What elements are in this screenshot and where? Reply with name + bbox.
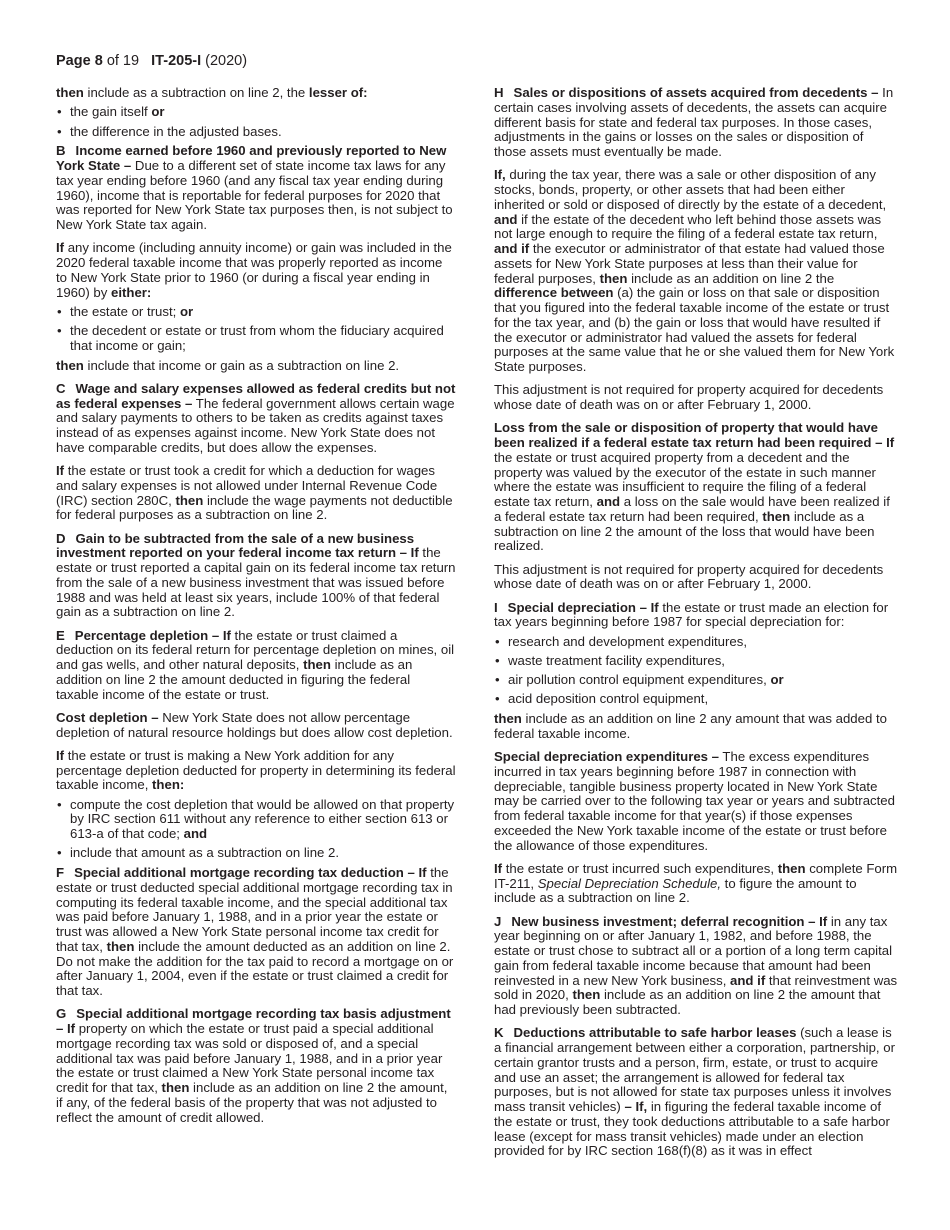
page-header — [56, 53, 247, 69]
section-i-list — [494, 635, 898, 708]
page-total: of 19 — [106, 53, 140, 69]
cost-depletion: Cost depletion – New York State does not allow percentage depletion of natural resource holdings but does allow cost depletion. — [56, 709, 453, 740]
list-item: • compute the cost depletion that would be allowed on that property by IRC section 611 without any reference to either section 613 or 613-a of that code; and — [56, 798, 456, 842]
left-column — [56, 86, 456, 1134]
special-depreciation-expenditures: Special depreciation expenditures – The excess expenditures incurred in tax years beginning before 1987 in connection with depreciable, tangible business property located in New York State may be carried over to the following tax year or years and subtracted from federal taxable income for that year(s) if those expenses exceeded the New York taxable income of the estate or trust before the allowance of those expenditures. — [494, 749, 895, 853]
section-g: G Special additional mortgage recording tax basis adjustment – If property on which the estate or trust paid a special additional mortgage recording tax was sold or disposed of, and a special additional tax was paid before January 1, 1988, and in a prior year the estate or trust claimed a New York State personal income tax credit for that tax, then include as an addition on line 2 the amount, if any, of the federal basis of the property that was not adjusted to reflect the amount of credit allowed. — [56, 1006, 451, 1125]
section-i-then: then include as an addition on line 2 any amount that was added to federal taxable income. — [494, 711, 887, 741]
section-c-paragraph: If the estate or trust took a credit for which a deduction for wages and salary expenses is not allowed under Internal Revenue Code (IRC) section 280C, then include the wage payments not deductible for federal purposes as a subtraction on line 2. — [56, 463, 453, 523]
section-h-paragraph: If, during the tax year, there was a sale or other disposition of any stocks, bonds, property, or other assets that had been either inherited or sold or disposed of directly by the estate of a decedent, and if the estate of the decedent who left behind those assets was not large enough to require the filing of a federal estate tax return, and if the executor or administrator of that estate had valued those assets for New York State purposes at less than their value for federal purposes, then include as an addition on line 2 the difference between (a) the gain or loss on that sale or disposition that you figured into the federal taxable income of the estate or trust for the tax year, and (b) the gain or loss that would have resulted if the executor or administrator had valued the assets for federal purposes at the same value that he or she valued them for New York State purposes. — [494, 167, 895, 374]
page-number: 8 — [94, 53, 103, 69]
list-item: • the gain itself or — [56, 105, 456, 120]
continuation-paragraph: then include as a subtraction on line 2, the lesser of: — [56, 85, 368, 100]
list-item: • the difference in the adjusted bases. — [56, 125, 456, 140]
section-k: K Deductions attributable to safe harbor leases (such a lease is a financial arrangement between either a corporation, partnership, or certain grantor trusts and a person, firm, estate, or trust to acquire and use an asset; the arrangement is allowed for federal tax purposes, but is not allowed for state tax purposes unless it involves mass transit vehicles) – If, in figuring the federal taxable income of the estate or trust, they took deductions attributable to a safe harbor lease (except for mass transit vehicles) made under an election provided for by IRC section 168(f)(8) as it was in effect — [494, 1025, 895, 1159]
cost-depletion-paragraph: If the estate or trust is making a New York addition for any percentage depletion deducted for property in determining its federal taxable income, then: — [56, 747, 456, 793]
cost-depletion-list — [56, 798, 456, 862]
form-year: (2020) — [205, 53, 248, 69]
section-e: E Percentage depletion – If the estate or trust claimed a deduction on its federal return for percentage depletion on mines, oil and gas wells, and other natural deposits, then include as an addition on line 2 the amount deducted in figuring the federal taxable income of the estate or trust. — [56, 627, 455, 702]
section-b: B Income earned before 1960 and previously reported to New York State – Due to a different set of state income tax laws for any tax year ending before 1960 (and any fiscal tax year ending during 1960), income that is reportable for federal purposes for 2020 that was reported for New York State tax purposes then, is not subject to New York State tax again. — [56, 143, 453, 232]
section-j: J New business investment; deferral recognition – If in any tax year beginning on or after January 1, 1982, and before 1988, the estate or trust chose to subtract all or a portion of a long term capital gain from federal taxable income because that amount had been reinvested in a new New York business, and if that reinvestment was sold in 2020, then include as an addition on line 2 the amount that had previously been subtracted. — [494, 913, 898, 1017]
list-item: • research and development expenditures, — [494, 635, 898, 650]
gain-list — [56, 105, 456, 139]
section-b-then: then include that income or gain as a subtraction on line 2. — [56, 357, 400, 373]
loss-section: Loss from the sale or disposition of property that would have been realized if a federal estate tax return had been required – If the estate or trust acquired property from a decedent and the property was valued by the executor of the estate in such manner where the estate was insufficient to require the filing of a federal estate tax return, and a loss on the sale would have been realized if a federal estate tax return had been required, then include as a subtraction on line 2 the amount of the loss that would have been realized. — [494, 420, 895, 554]
list-item: • air pollution control equipment expenditures, or — [494, 673, 898, 688]
special-depreciation-paragraph: If the estate or trust incurred such expenditures, then complete Form IT-211, Special Depreciation Schedule, to figure the amount to include as a subtraction on line 2. — [494, 860, 898, 906]
page-label: Page — [56, 53, 91, 69]
list-item: • waste treatment facility expenditures, — [494, 654, 898, 669]
form-id: IT-205-I — [151, 53, 202, 69]
section-d: D Gain to be subtracted from the sale of a new business investment reported on your federal income tax return – If the estate or trust reported a capital gain on its federal income tax return from the sale of a new business investment that was issued before 1988 and was held at least six years, include 100% of that federal gain as a subtraction on line 2. — [56, 530, 456, 620]
section-c: C Wage and salary expenses allowed as federal credits but not as federal expenses – The federal government allows certain wage and salary payments to others to be taken as credits against taxes instead of as expenses against income. New York State does not have comparable credits, but does allow the expenses. — [56, 380, 456, 455]
section-b-list — [56, 305, 456, 354]
section-h: H Sales or dispositions of assets acquired from decedents – In certain cases involving assets of decedents, the assets can acquire different basis for state and federal tax purposes. In those cases, adjustments in the gains or losses on the sales or disposition of those assets must eventually be made. — [494, 85, 894, 159]
section-i: I Special depreciation – If the estate or trust made an election for tax years beginning before 1987 for special depreciation for: — [494, 599, 889, 630]
section-h-note: This adjustment is not required for property acquired for decedents whose date of death was on or after February 1, 2000. — [494, 382, 884, 412]
section-f: F Special additional mortgage recording tax deduction – If the estate or trust deducted special additional mortgage recording tax in computing its federal taxable income, and the special additional tax was paid before January 1, 1988, and in a prior year the estate or trust was allowed a New York State personal income tax credit for that tax, then include the amount deducted as an addition on line 2. Do not make the addition for the tax paid to record a mortgage on or after January 1, 2004, even if the estate or trust claimed a credit for that tax. — [56, 865, 454, 998]
list-item: • the estate or trust; or — [56, 305, 456, 320]
list-item: • the decedent or estate or trust from whom the fiduciary acquired that income or gain; — [56, 324, 456, 354]
section-b-paragraph: If any income (including annuity income) or gain was included in the 2020 federal taxable income that was properly reported as income to New York State prior to 1960 (or during a fiscal year ending in 1960) by either: — [56, 240, 452, 300]
right-column — [494, 86, 898, 1168]
list-item: • acid deposition control equipment, — [494, 692, 898, 707]
loss-note: This adjustment is not required for property acquired for decedents whose date of death was on or after February 1, 2000. — [494, 561, 884, 592]
list-item: • include that amount as a subtraction on line 2. — [56, 846, 456, 861]
